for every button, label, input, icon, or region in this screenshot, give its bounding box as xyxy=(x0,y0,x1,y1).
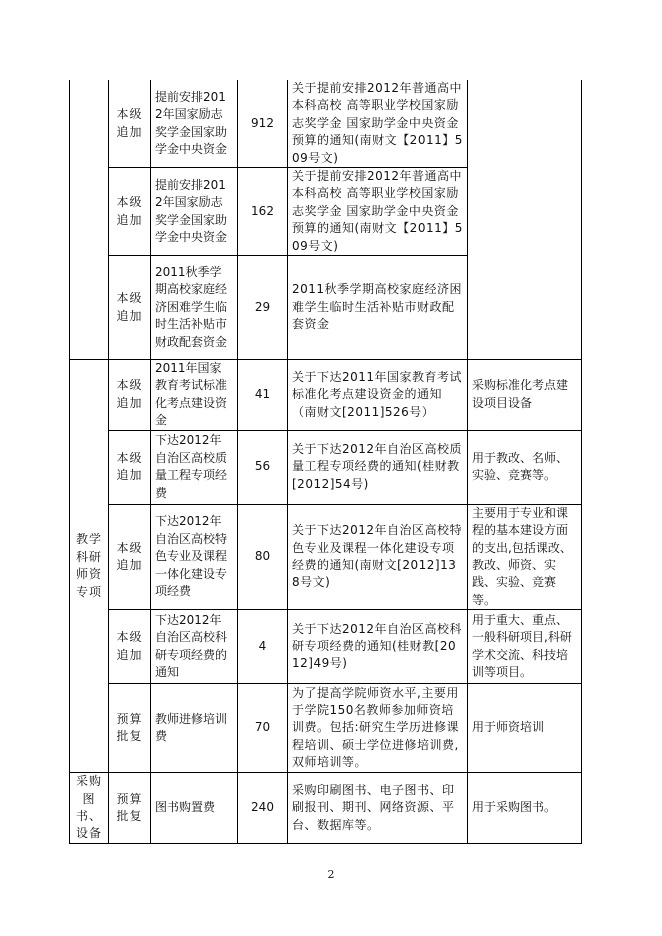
basis-cell: 关于下达2012年自治区高校特色专业及课程一体化建设专项经费的通知(南财文[2012]138号文) xyxy=(288,504,468,609)
type-cell: 本级追加 xyxy=(109,256,151,360)
basis-cell: 关于提前安排2012年普通高中本科高校 高等职业学校国家励志奖学金 国家助学金中央资金预算的通知(南财文【2011】509号文) xyxy=(288,168,468,256)
table-row xyxy=(70,684,582,773)
category-cell-continued xyxy=(70,80,109,360)
table-row xyxy=(70,430,582,504)
type-cell: 预算批复 xyxy=(109,684,151,773)
category-cell: 教学科研师资专项 xyxy=(70,360,109,773)
amount-cell: 70 xyxy=(238,684,288,773)
amount-cell: 29 xyxy=(238,256,288,360)
type-cell: 预算批复 xyxy=(109,773,151,844)
type-cell: 本级追加 xyxy=(109,168,151,256)
type-cell: 本级追加 xyxy=(109,504,151,609)
page-number: 2 xyxy=(327,868,335,881)
table-row xyxy=(70,773,582,844)
item-cell: 提前安排2012年国家励志奖学金国家助学金中央资金 xyxy=(151,168,238,256)
item-cell: 提前安排2012年国家励志奖学金国家助学金中央资金 xyxy=(151,80,238,168)
amount-cell: 56 xyxy=(238,430,288,504)
type-cell: 本级追加 xyxy=(109,80,151,168)
budget-table xyxy=(69,80,582,844)
use-cell: 用于教改、名师、实验、竞赛等。 xyxy=(468,430,582,504)
table-row xyxy=(70,360,582,431)
use-cell-empty xyxy=(468,80,582,360)
table-row xyxy=(70,80,582,168)
basis-cell: 2011秋季学期高校家庭经济困难学生临时生活补贴市财政配套资金 xyxy=(288,256,468,360)
item-cell: 下达2012年自治区高校特色专业及课程一体化建设专项经费 xyxy=(151,504,238,609)
use-cell: 用于采购图书。 xyxy=(468,773,582,844)
amount-cell: 162 xyxy=(238,168,288,256)
item-cell: 2011秋季学期高校家庭经济困难学生临时生活补贴市财政配套资金 xyxy=(151,256,238,360)
table-row xyxy=(70,610,582,684)
item-cell: 2011年国家教育考试标准化考点建设资金 xyxy=(151,360,238,431)
basis-cell: 为了提高学院师资水平,主要用于学院150名教师参加师资培训费。包括:研究生学历进修课程培训、硕士学位进修培训费, 双师培训等。 xyxy=(288,684,468,773)
basis-cell: 关于下达2012年自治区高校质量工程专项经费的通知(桂财教[2012]54号) xyxy=(288,430,468,504)
use-cell: 采购标准化考点建设项目设备 xyxy=(468,360,582,431)
use-cell: 主要用于专业和课程的基本建设方面的支出,包括课改、教改、师资、实践、实验、竞赛等。 xyxy=(468,504,582,609)
basis-cell: 关于下达2011年国家教育考试标准化考点建设资金的通知（南财文[2011]526号） xyxy=(288,360,468,431)
item-cell: 下达2012年自治区高校科研专项经费的通知 xyxy=(151,610,238,684)
basis-cell: 采购印刷图书、电子图书、印刷报刊、期刊、网络资源、平台、数据库等。 xyxy=(288,773,468,844)
item-cell: 教师进修培训费 xyxy=(151,684,238,773)
category-cell: 采购图书、设备 xyxy=(70,773,109,844)
basis-cell: 关于提前安排2012年普通高中本科高校 高等职业学校国家励志奖学金 国家助学金中央资金预算的通知(南财文【2011】509号文) xyxy=(288,80,468,168)
amount-cell: 240 xyxy=(238,773,288,844)
item-cell: 下达2012年自治区高校质量工程专项经费 xyxy=(151,430,238,504)
item-cell: 图书购置费 xyxy=(151,773,238,844)
use-cell: 用于师资培训 xyxy=(468,684,582,773)
type-cell: 本级追加 xyxy=(109,610,151,684)
amount-cell: 4 xyxy=(238,610,288,684)
type-cell: 本级追加 xyxy=(109,360,151,431)
amount-cell: 912 xyxy=(238,80,288,168)
basis-cell: 关于下达2012年自治区高校科研专项经费的通知(桂财教[2012]49号) xyxy=(288,610,468,684)
amount-cell: 80 xyxy=(238,504,288,609)
amount-cell: 41 xyxy=(238,360,288,431)
type-cell: 本级追加 xyxy=(109,430,151,504)
use-cell: 用于重大、重点、一般科研项目,科研学术交流、科技培训等项目。 xyxy=(468,610,582,684)
table-row xyxy=(70,504,582,609)
